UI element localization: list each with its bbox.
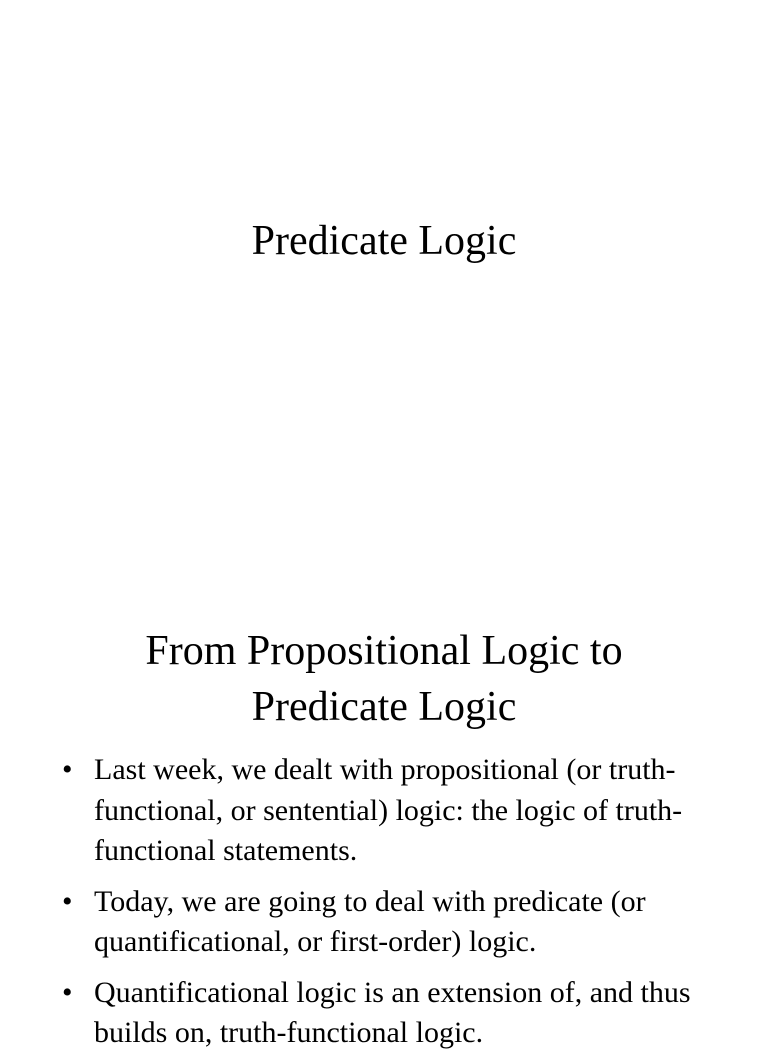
bullet-item — [62, 750, 722, 872]
slide-title-line: Predicate Logic — [251, 684, 517, 730]
bullet-item — [62, 882, 722, 963]
slide-title: Predicate Logic — [251, 218, 517, 264]
bullet-item — [62, 973, 722, 1054]
bullet-icon: • — [62, 975, 73, 1009]
bullet-text: Last week, we dealt with propositional (or truth-functional, or sentential) logic: the logic of truth-functional statements. — [94, 753, 683, 867]
bullet-list — [62, 750, 722, 1064]
bullet-text: Today, we are going to deal with predicate (or quantificational, or first-order) logic. — [94, 884, 646, 958]
slide-title-line: From Propositional Logic to — [145, 628, 623, 674]
bullet-text: Quantificational logic is an extension of, and thus builds on, truth-functional logic. — [94, 975, 691, 1049]
bullet-icon: • — [62, 753, 73, 786]
slide-title — [0, 623, 768, 735]
bullet-icon: • — [62, 884, 73, 918]
